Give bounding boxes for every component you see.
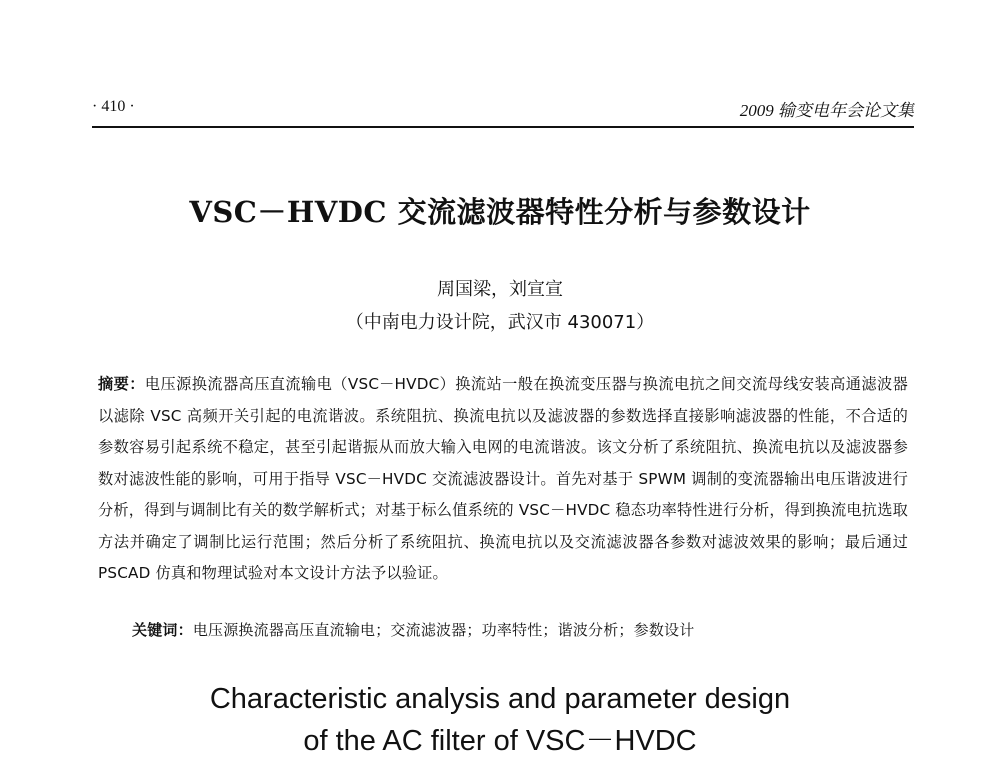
authors: 周国梁，刘宣宣	[437, 279, 563, 300]
keywords-label: 关键词：	[132, 621, 193, 639]
keywords	[132, 619, 912, 640]
affiliation: （中南电力设计院，武汉市 430071）	[345, 312, 655, 333]
page-header	[92, 96, 914, 122]
english-title-line-1: Characteristic analysis and parameter design	[209, 683, 791, 715]
abstract-text: 电压源换流器高压直流输电（VSC－HVDC）换流站一般在换流变压器与换流电抗之间交流母线安装高通滤波器以滤除 VSC 高频开关引起的电流谐波。系统阻抗、换流电抗以及滤波器的参数选择直接影响滤波器的性能，不合适的参数容易引起系统不稳定，甚至引起谐振从而放大输入电网的电流谐波。该文分析了系统阻抗、换流电抗以及滤波器参数对滤波性能的影响，可用于指导 VSC－HVDC 交流滤波器设计。首先对基于 SPWM 调制的变流器输出电压谐波进行分析，得到与调制比有关的数学解析式；对基于标么值系统的 VSC－HVDC 稳态功率特性进行分析，得到换流电抗选取方法并确定了调制比运行范围；然后分析了系统阻抗、换流电抗以及交流滤波器各参数对滤波效果的影响；最后通过 PSCAD 仿真和物理试验对本文设计方法予以验证。	[98, 375, 908, 582]
abstract-label: 摘要：	[98, 375, 145, 393]
page-number: · 410 ·	[92, 98, 135, 115]
english-title-line-2: of the AC filter of VSC－HVDC	[303, 725, 697, 757]
header-rule	[92, 126, 914, 128]
keywords-text: 电压源换流器高压直流输电；交流滤波器；功率特性；谐波分析；参数设计	[192, 621, 695, 639]
journal-title: 2009 输变电年会论文集	[739, 101, 914, 120]
abstract	[98, 369, 908, 590]
paper-title: VSC－HVDC 交流滤波器特性分析与参数设计	[189, 195, 811, 229]
english-title	[0, 678, 1000, 762]
